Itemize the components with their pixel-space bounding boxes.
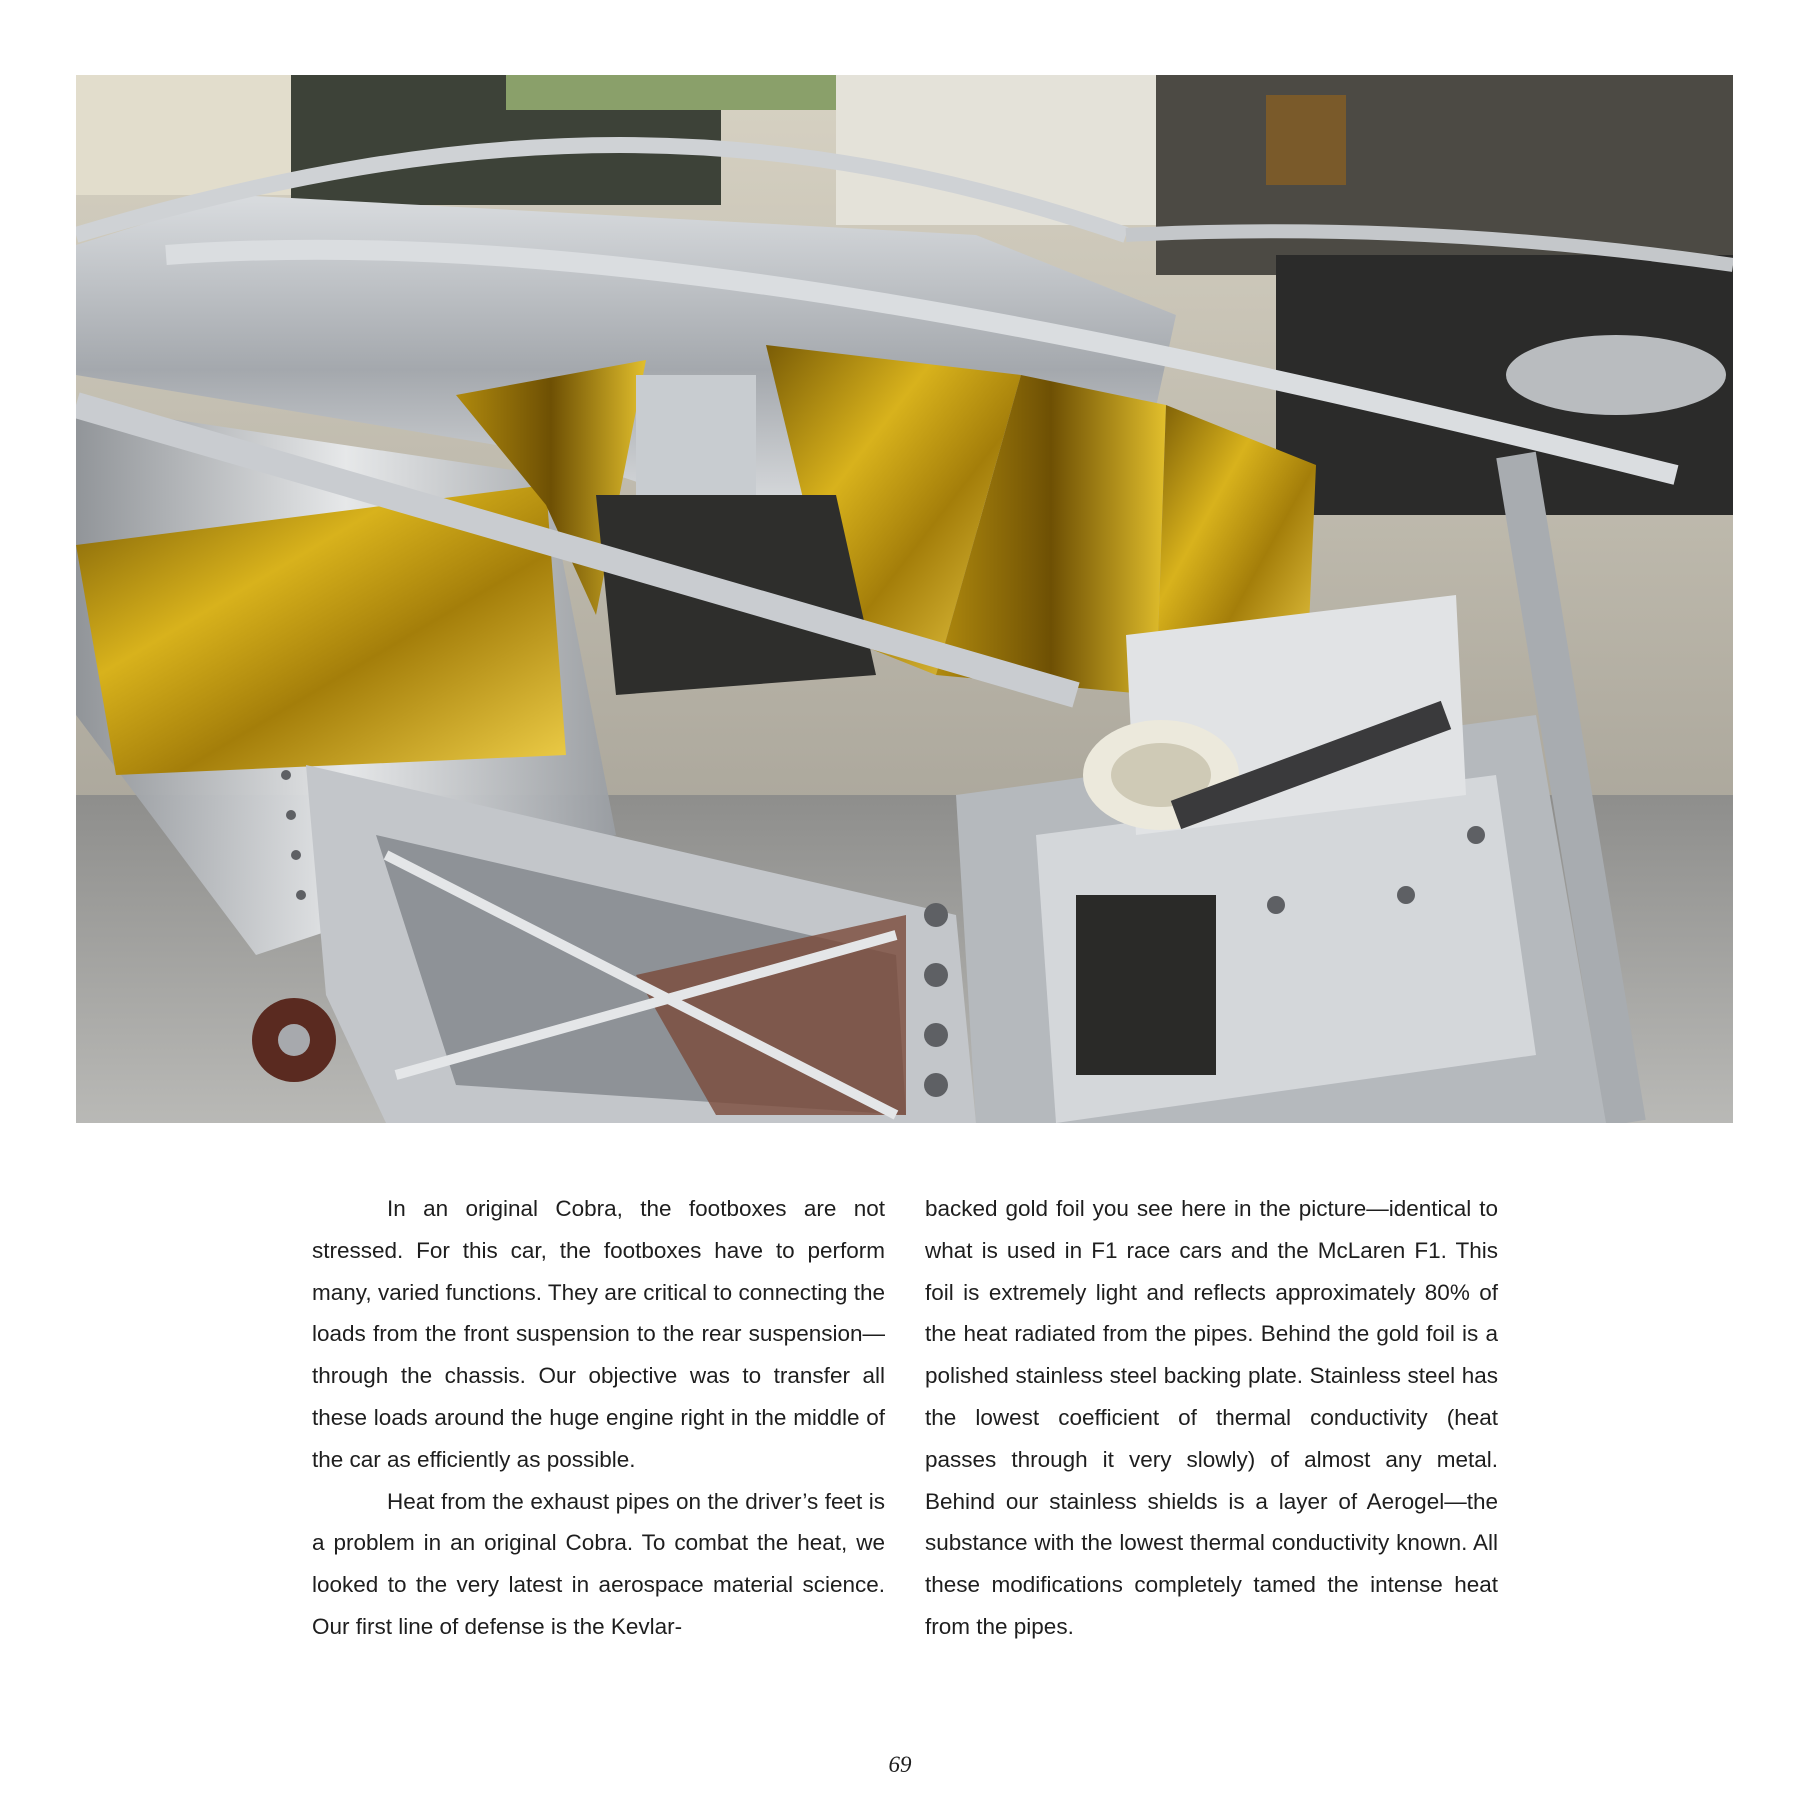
- text-column-left: [312, 1188, 885, 1648]
- text-column-right: [925, 1188, 1498, 1648]
- chassis-photo: [76, 75, 1733, 1123]
- body-text-columns: [312, 1188, 1498, 1648]
- paragraph-heat-shielding: backed gold foil you see here in the picture—identical to what is used in F1 race cars and the McLaren F1. This foil is extremely light and reflects approximately 80% of the heat radiated from the pipes. Behind the gold foil is a polished stainless steel backing plate. Stainless steel has the lowest coefficient of thermal conductivity (heat passes through it very slowly) of almost any metal. Behind our stainless shields is a layer of Aerogel—the substance with the lowest thermal conductivity known. All these modifications completely tamed the intense heat from the pipes.: [925, 1196, 1498, 1639]
- chassis-photo-illustration: [76, 75, 1733, 1123]
- page-number: 69: [888, 1752, 912, 1777]
- paragraph-exhaust-heat: Heat from the exhaust pipes on the driver’s feet is a problem in an original Cobra. To combat the heat, we looked to the very latest in aerospace material science. Our first line of defense is the Kevlar-: [312, 1488, 885, 1639]
- paragraph-footbox-loads: In an original Cobra, the footboxes are not stressed. For this car, the footboxes have to perform many, varied functions. They are critical to connecting the loads from the front suspension to the rear suspension—through the chassis. Our objective was to transfer all these loads around the huge engine right in the middle of the car as efficiently as possible.: [312, 1196, 885, 1472]
